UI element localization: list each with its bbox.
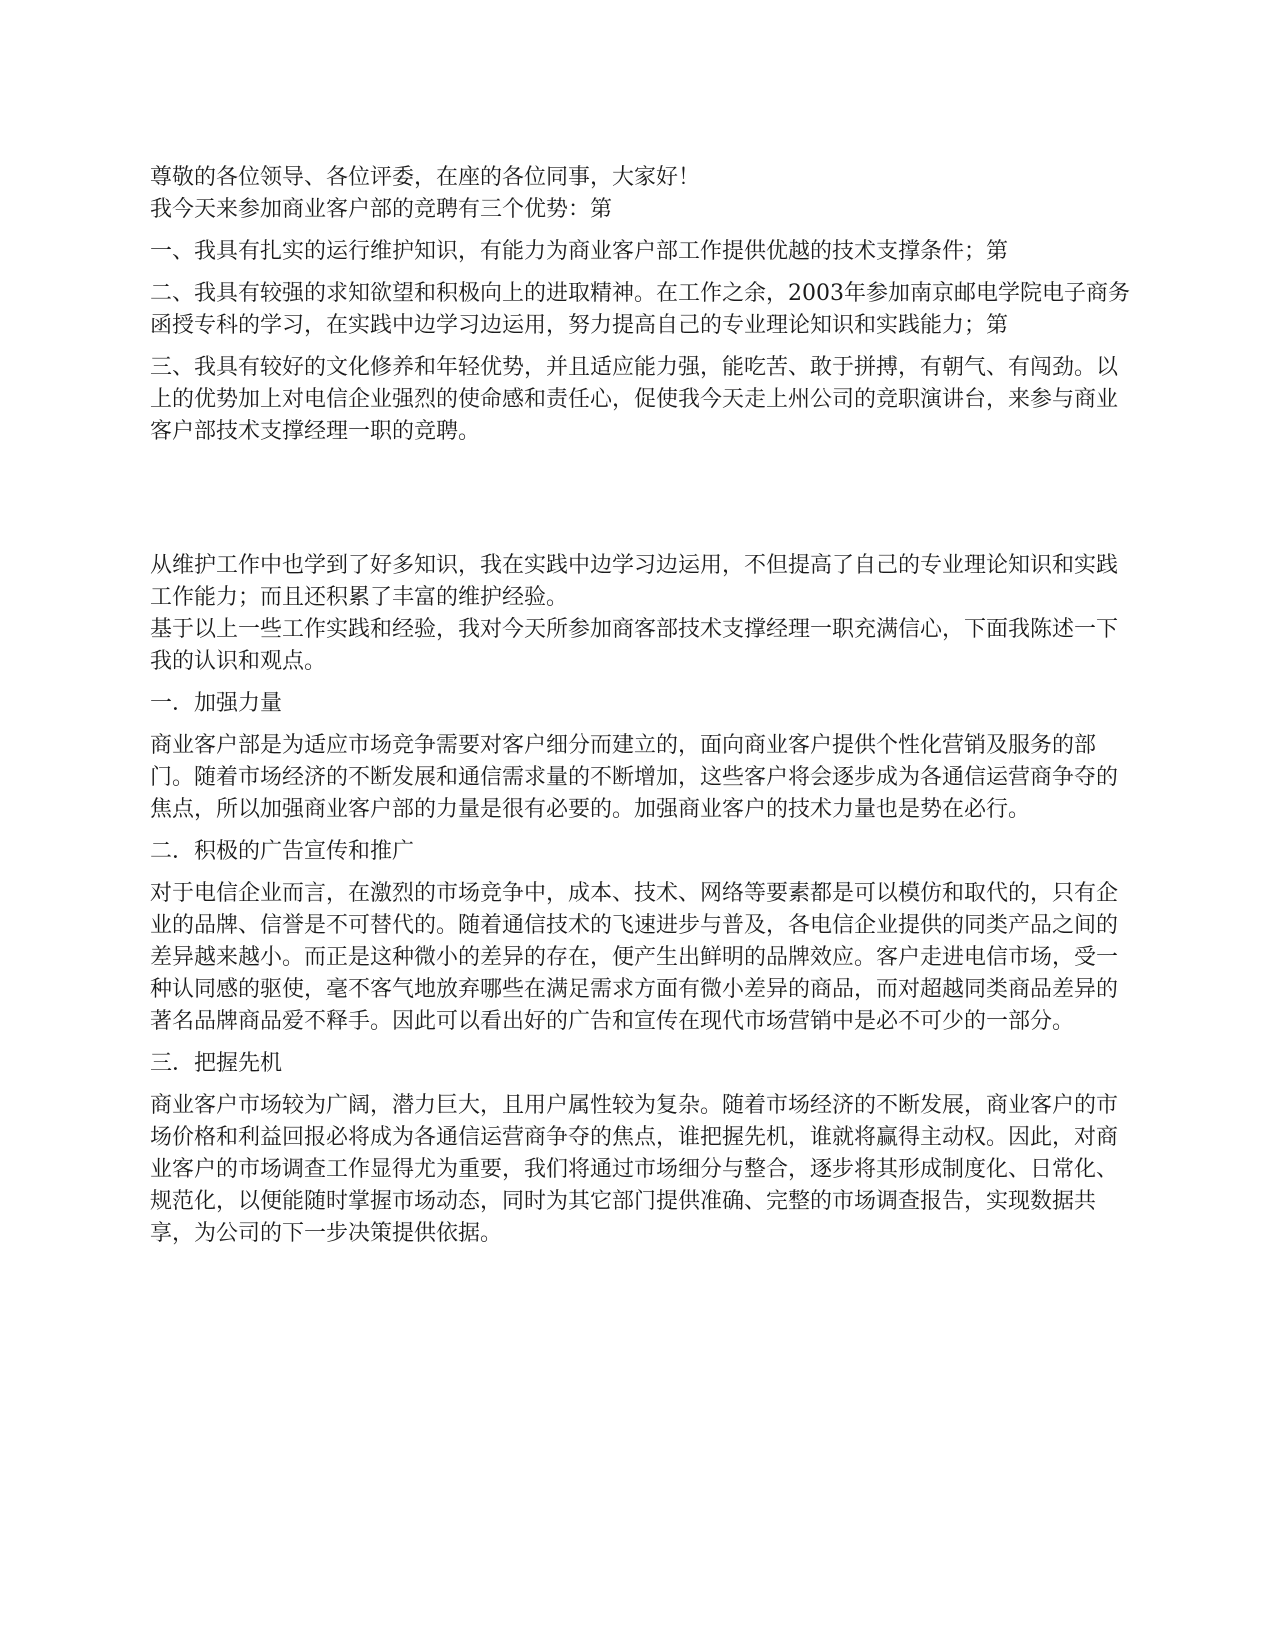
advantages-intro-paragraph: 我今天来参加商业客户部的竞聘有三个优势：第 <box>150 197 613 222</box>
section-heading-one: 一．加强力量 <box>150 691 283 716</box>
section-three-paragraph: 商业客户市场较为广阔，潜力巨大，且用户属性较为复杂。随着市场经济的不断发展，商业客户的市场价格和利益回报必将成为各通信运营商争夺的焦点，谁把握先机，谁就将赢得主动权。因此，对商业客户的市场调查工作显得尤为重要，我们将通过市场细分与整合，逐步将其形成制度化、日常化、规范化，以便能随时掌握市场动态，同时为其它部门提供准确、完整的市场调查报告，实现数据共享，为公司的下一步决策提供依据。 <box>150 1093 1119 1246</box>
section-heading-two: 二．积极的广告宣传和推广 <box>150 839 415 864</box>
advantage-two-paragraph: 二、我具有较强的求知欲望和积极向上的进取精神。在工作之余，2003年参加南京邮电学院电子商务函授专科的学习，在实践中边学习边运用，努力提高自己的专业理论知识和实践能力；第 <box>150 281 1130 338</box>
greeting-paragraph: 尊敬的各位领导、各位评委，在座的各位同事，大家好！ <box>150 165 701 190</box>
section-two-paragraph: 对于电信企业而言，在激烈的市场竞争中，成本、技术、网络等要素都是可以模仿和取代的，只有企业的品牌、信誉是不可替代的。随着通信技术的飞速进步与普及，各电信企业提供的同类产品之间的差异越来越小。而正是这种微小的差异的存在，便产生出鲜明的品牌效应。客户走进电信市场，受一种认同感的驱使，毫不客气地放弃哪些在满足需求方面有微小差异的商品，而对超越同类商品差异的著名品牌商品爱不释手。因此可以看出好的广告和宣传在现代市场营销中是必不可少的一部分。 <box>150 881 1119 1034</box>
views-intro-paragraph: 基于以上一些工作实践和经验，我对今天所参加商客部技术支撑经理一职充满信心，下面我陈述一下我的认识和观点。 <box>150 617 1119 674</box>
section-one-paragraph: 商业客户部是为适应市场竞争需要对客户细分而建立的，面向商业客户提供个性化营销及服务的部门。随着市场经济的不断发展和通信需求量的不断增加，这些客户将会逐步成为各通信运营商争夺的焦点，所以加强商业客户部的力量是很有必要的。加强商业客户的技术力量也是势在必行。 <box>150 733 1119 822</box>
section-heading-three: 三．把握先机 <box>150 1051 283 1076</box>
advantage-one-paragraph: 一、我具有扎实的运行维护知识，有能力为商业客户部工作提供优越的技术支撑条件；第 <box>150 239 1009 264</box>
experience-paragraph: 从维护工作中也学到了好多知识，我在实践中边学习边运用，不但提高了自己的专业理论知识和实践工作能力；而且还积累了丰富的维护经验。 <box>150 553 1119 610</box>
document-body <box>150 162 1130 1250</box>
advantage-three-paragraph: 三、我具有较好的文化修养和年轻优势，并且适应能力强，能吃苦、敢于拼搏，有朝气、有闯劲。以上的优势加上对电信企业强烈的使命感和责任心，促使我今天走上州公司的竞职演讲台，来参与商业客户部技术支撑经理一职的竞聘。 <box>150 355 1119 444</box>
